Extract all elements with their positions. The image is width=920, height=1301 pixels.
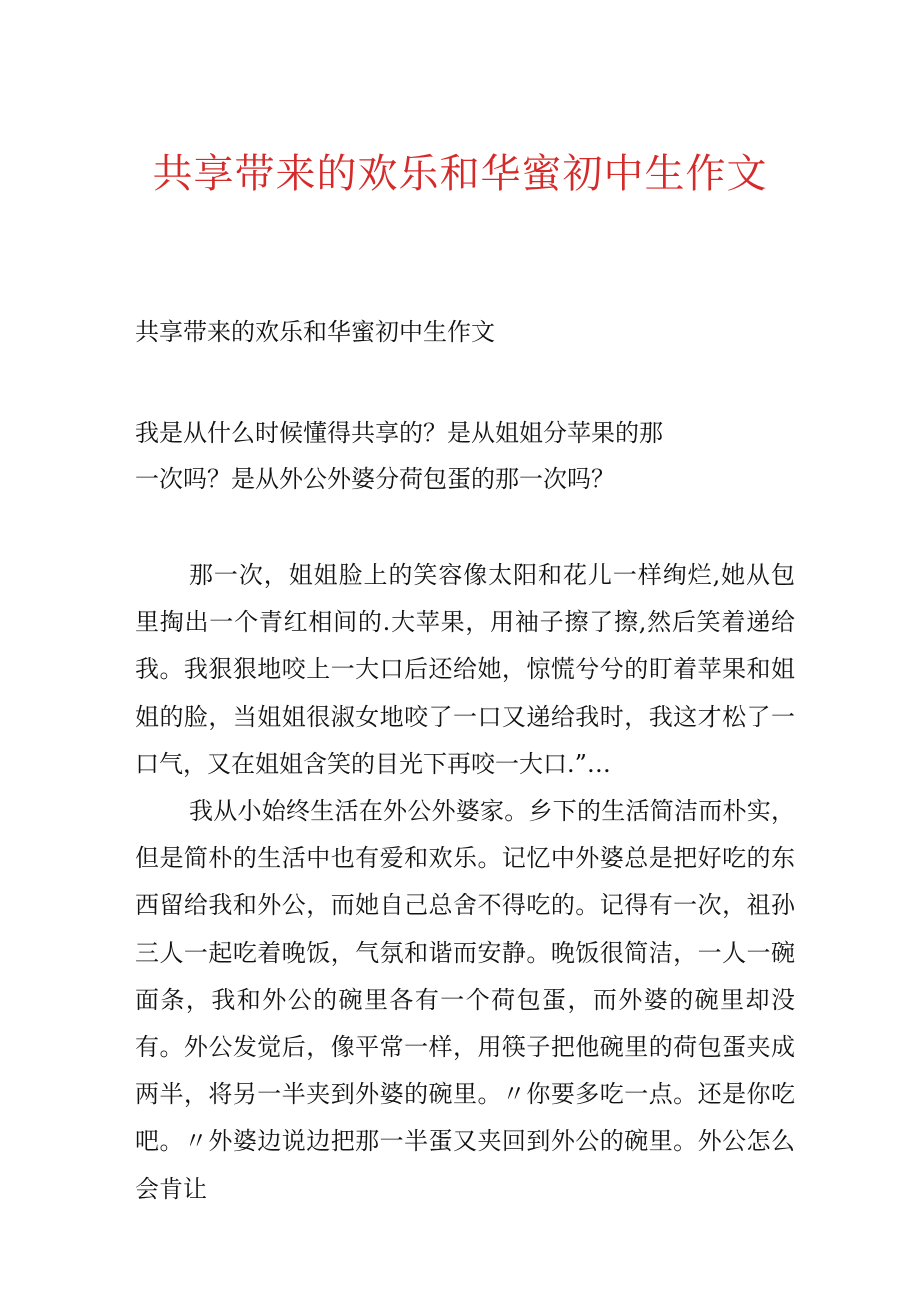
paragraph-grandparents-egg: 我从小始终生活在外公外婆家。乡下的生活简洁而朴实，但是简朴的生活中也有爱和欢乐。记忆中外婆总是把好吃的东西留给我和外公，而她自己总舍不得吃的。记得有一次，祖孙三人一起吃着晚饭，气氛和谐而安静。晚饭很简洁，一人一碗面条，我和外公的碗里各有一个荷包蛋，而外婆的碗里却没有。外公发觉后，像平常一样，用筷子把他碗里的荷包蛋夹成两半，将另一半夹到外婆的碗里。〃你要多吃一点。还是你吃吧。〃外婆边说边把那一半蛋又夹回到外公的碗里。外公怎么会肯让 [135,797,795,1203]
paragraph-sister-apple: 那一次，姐姐脸上的笑容像太阳和花儿一样绚烂,她从包里掏出一个青红相间的.大苹果，用袖子擦了擦,然后笑着递给我。我狠狠地咬上一大口后还给她，惊慌兮兮的盯着苹果和姐姐的脸，当姐姐很淑女地咬了一口又递给我时，我这才松了一口气，又在姐姐含笑的目光下再咬一大口.”… [135,561,795,778]
document-subtitle: 共享带来的欢乐和华蜜初中生作文 [135,318,495,346]
intro-line: 一次吗？是从外公外婆分荷包蛋的那一次吗？ [135,465,615,493]
intro-line: 我是从什么时候懂得共享的？是从姐姐分苹果的那 [135,419,663,447]
body-text [135,552,795,1213]
document-title: 共享带来的欢乐和华蜜初中生作文 [152,151,768,197]
intro-paragraph [135,410,695,502]
